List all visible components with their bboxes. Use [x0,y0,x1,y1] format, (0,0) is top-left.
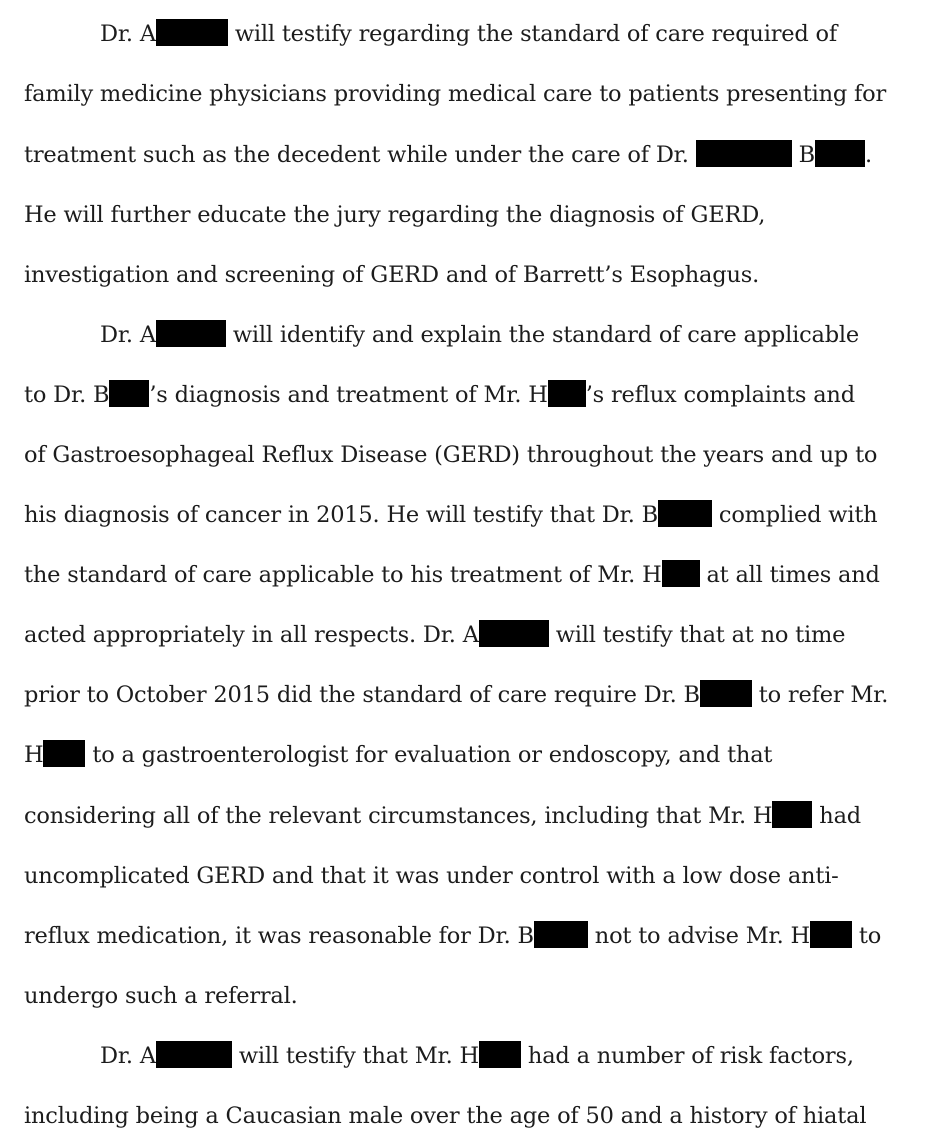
text-run: Dr. A [100,1043,156,1069]
text-run: to a gastroenterologist for evaluation or endoscopy, and that [85,742,773,768]
text-run: H [24,742,44,768]
text-line [24,799,861,833]
text-run: ’s reflux complaints and [585,382,855,408]
text-run: at all times and [699,562,880,588]
text-line [24,138,872,172]
text-run: ’s diagnosis and treatment of Mr. H [149,382,548,408]
redaction-box [534,921,588,948]
text-run: will testify regarding the standard of care required of [227,21,838,47]
redaction-box [700,680,752,707]
text-run: reflux medication, it was reasonable for Dr. B [24,923,534,949]
text-line [100,318,859,352]
text-run: family medicine physicians providing medical care to patients presenting for [24,81,887,107]
redaction-box [772,801,812,828]
text-run: uncomplicated GERD and that it was under control with a low dose anti- [24,863,839,889]
text-run: to refer Mr. [751,682,889,708]
text-run: B [791,142,815,168]
text-line [100,1039,854,1073]
text-line [24,438,877,472]
redaction-box [156,320,226,347]
text-line [24,979,298,1013]
text-line [24,618,845,652]
text-line [24,919,881,953]
text-run: prior to October 2015 did the standard of care require Dr. B [24,682,700,708]
text-run: to Dr. B [24,382,110,408]
text-line [24,498,877,532]
text-line [24,738,772,772]
text-run: considering all of the relevant circumstances, including that Mr. H [24,803,773,829]
redaction-box [156,19,228,46]
text-run: had [812,803,861,829]
text-run: not to advise Mr. H [587,923,810,949]
text-run: will testify that at no time [548,622,846,648]
redaction-box [662,560,700,587]
text-run: to [851,923,882,949]
text-run: investigation and screening of GERD and of Barrett’s Esophagus. [24,262,760,288]
text-line [24,258,759,292]
text-run: the standard of care applicable to his treatment of Mr. H [24,562,662,588]
text-line [24,859,839,893]
text-run: . [864,142,872,168]
text-run: complied with [711,502,878,528]
redaction-box [156,1041,232,1068]
redaction-box [548,380,586,407]
text-line [24,558,880,592]
text-run: of Gastroesophageal Reflux Disease (GERD) throughout the years and up to [24,442,878,468]
text-run: including being a Caucasian male over the age of 50 and a history of hiatal [24,1103,867,1129]
redaction-box [815,140,865,167]
text-line [100,17,837,51]
redaction-box [810,921,852,948]
text-line [24,678,888,712]
text-line [24,77,886,111]
text-line [24,378,855,412]
text-run: acted appropriately in all respects. Dr. A [24,622,479,648]
text-run: had a number of risk factors, [520,1043,854,1069]
redaction-box [479,1041,521,1068]
text-run: He will further educate the jury regarding the diagnosis of GERD, [24,202,766,228]
text-run: will identify and explain the standard of care applicable [225,322,860,348]
redaction-box [658,500,712,527]
redaction-box [109,380,149,407]
redaction-box [43,740,85,767]
text-run: undergo such a referral. [24,983,298,1009]
text-run: will testify that Mr. H [231,1043,479,1069]
text-run: Dr. A [100,322,156,348]
text-run: treatment such as the decedent while under the care of Dr. [24,142,696,168]
redaction-box [696,140,792,167]
redaction-box [479,620,549,647]
text-line [24,198,765,232]
text-run: Dr. A [100,21,156,47]
text-line [24,1099,866,1133]
text-run: his diagnosis of cancer in 2015. He will testify that Dr. B [24,502,658,528]
